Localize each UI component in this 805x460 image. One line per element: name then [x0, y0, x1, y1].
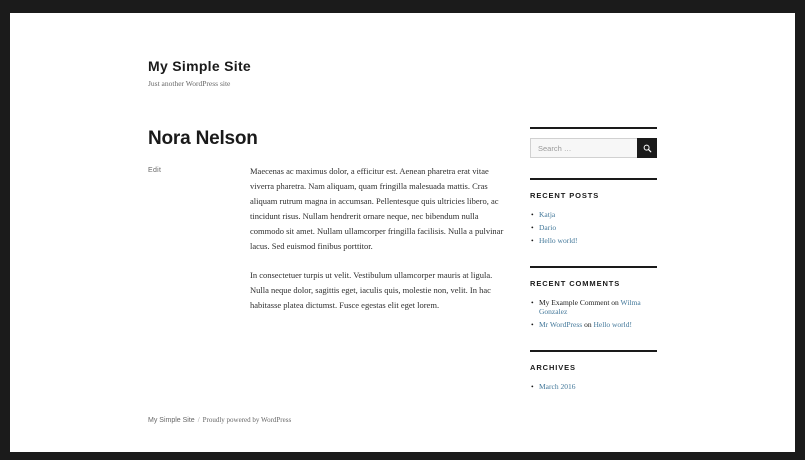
footer-separator: / [197, 416, 200, 424]
recent-post-link[interactable]: Katja [539, 210, 556, 219]
comment-post-link[interactable]: Wilma Gonzalez [539, 297, 641, 316]
recent-comments-title: RECENT COMMENTS [530, 278, 621, 288]
list-item [530, 236, 657, 246]
edit-link[interactable]: Edit [148, 167, 162, 174]
comment-connector: on [582, 320, 594, 329]
main-content-row [148, 127, 657, 395]
footer-powered-by-link[interactable]: Proudly powered by WordPress [202, 416, 292, 424]
archives-title: ARCHIVES [530, 362, 576, 372]
archive-link[interactable]: March 2016 [539, 381, 576, 391]
comment-post-link[interactable]: Hello world! [593, 320, 633, 329]
footer-site-title-link[interactable]: My Simple Site [148, 417, 195, 424]
wordpress-site-page [10, 13, 795, 452]
recent-post-link[interactable]: Dario [539, 223, 557, 232]
search-form [530, 138, 657, 158]
comment-author-link[interactable]: Mr WordPress [539, 320, 583, 329]
page-article [148, 127, 530, 395]
recent-posts-title: RECENT POSTS [530, 191, 600, 200]
site-footer [148, 415, 291, 426]
archives-widget [530, 350, 657, 392]
recent-post-link[interactable]: Hello world! [539, 236, 578, 245]
site-tagline: Just another WordPress site [148, 79, 231, 88]
list-item [530, 382, 657, 392]
site-header [148, 57, 657, 89]
list-item [530, 320, 657, 330]
list-item [530, 298, 657, 317]
search-widget [530, 127, 657, 158]
entry-content [250, 164, 508, 313]
comment-author: My Example Comment [539, 297, 610, 307]
search-button[interactable] [637, 138, 657, 158]
recent-posts-list [530, 210, 657, 246]
search-icon [643, 144, 652, 153]
sidebar [530, 127, 657, 395]
list-item [530, 223, 657, 233]
recent-posts-widget [530, 178, 657, 246]
recent-comments-widget [530, 266, 657, 330]
archives-list [530, 382, 657, 392]
paragraph-2: In consectetuer turpis ut velit. Vestibulum ullamcorper mauris at ligula. Nulla neque dolor, sagittis eget, iaculis quis, molestie non, velit. In hac habitasse platea dictumst. Fusce egestas elit eget lorem. [250, 270, 493, 310]
recent-comments-list [530, 298, 657, 330]
site-title-link[interactable]: My Simple Site [148, 58, 252, 74]
entry-body [148, 164, 505, 313]
page-title: Nora Nelson [148, 128, 258, 149]
comment-connector: on [609, 297, 621, 307]
search-input[interactable] [530, 138, 637, 158]
list-item [530, 210, 657, 220]
paragraph-1: Maecenas ac maximus dolor, a efficitur est. Aenean pharetra erat vitae viverra pharetra. Nam aliquam, quam fringilla malesuada mattis. Cras aliquam rutrum magna in accumsan. Pellentesque quis ultricies libero, ac tincidunt risus. Nullam hendrerit ornare neque, nec bibendum nulla commodo sit amet. Nullam ullamcorper fringilla facilisis. Nulla a pulvinar lacus. Sed euismod finibus porttitor. [250, 166, 504, 251]
